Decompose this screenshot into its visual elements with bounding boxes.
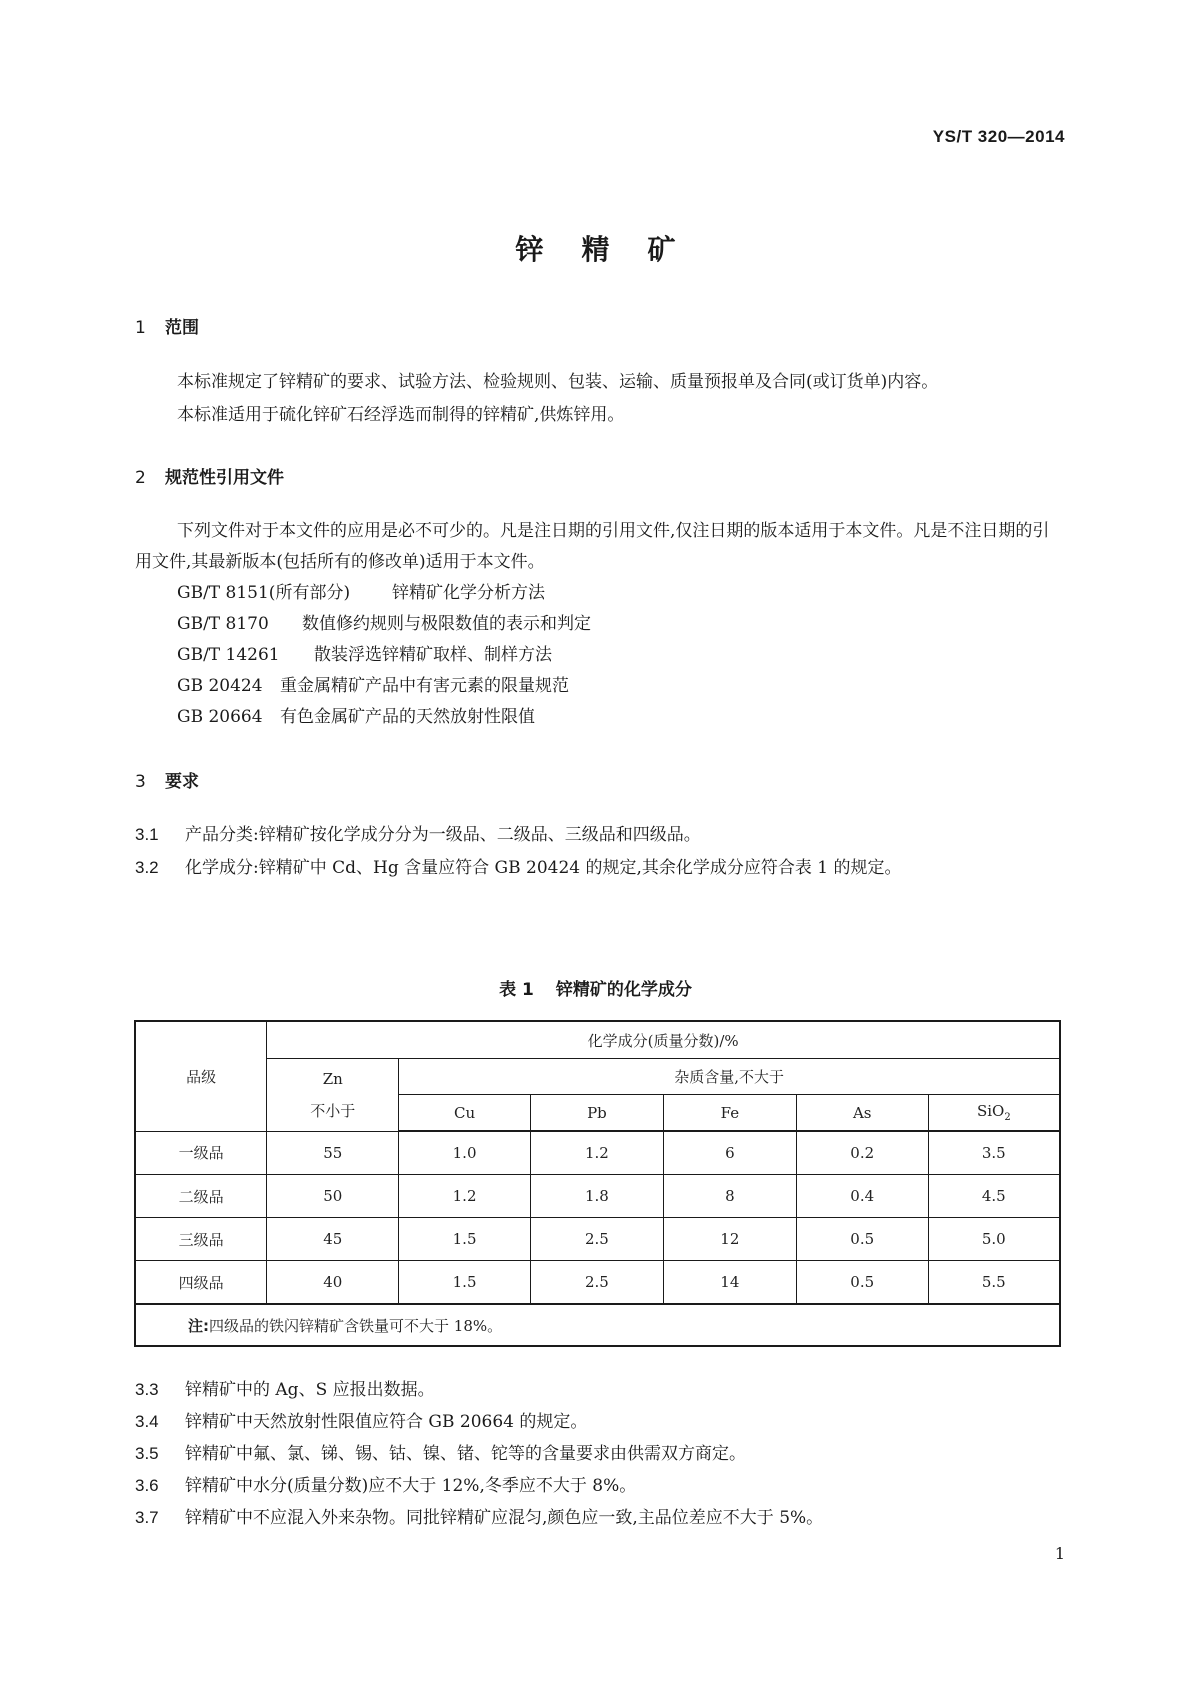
table-row: 三级品 45 1.5 2.5 12 0.5 5.0 [135,1218,1060,1261]
table-row: 四级品 40 1.5 2.5 14 0.5 5.5 [135,1261,1060,1305]
scope-paragraph: 本标准规定了锌精矿的要求、试验方法、检验规则、包装、运输、质量预报单及合同(或订货单)内容。 [177,372,939,392]
header-impurity: 杂质含量,不大于 [399,1059,1060,1095]
header-cu: Cu [399,1095,531,1132]
references-intro: 下列文件对于本文件的应用是必不可少的。凡是注日期的引用文件,仅注日期的版本适用于本文件。凡是不注日期的引用文件,其最新版本(包括所有的修改单)适用于本文件。 [135,521,1050,572]
scope-paragraphs [135,366,1061,432]
clause-3-1: 3.1 产品分类:锌精矿按化学成分分为一级品、二级品、三级品和四级品。 [135,825,701,845]
clause-3-4: 3.4 锌精矿中天然放射性限值应符合 GB 20664 的规定。 [135,1412,588,1432]
section-number: 1 [135,318,146,338]
header-grade: 品级 [135,1021,267,1131]
table-row: 一级品 55 1.0 1.2 6 0.2 3.5 [135,1131,1060,1175]
table-caption: 表 1 锌精矿的化学成分 [499,980,692,1000]
reference-item: GB/T 14261 散装浮选锌精矿取样、制样方法 [177,645,552,665]
clause-3-6: 3.6 锌精矿中水分(质量分数)应不大于 12%,冬季应不大于 8%。 [135,1476,637,1496]
header-fe: Fe [663,1095,796,1132]
section-heading-requirements [135,767,199,792]
section-number: 3 [135,772,146,792]
chemical-composition-table [134,1020,1061,1347]
references-block [135,516,1061,733]
standard-code: YS/T 320—2014 [932,127,1065,146]
section-heading-scope [135,313,199,338]
header-chemical-composition: 化学成分(质量分数)/% [267,1021,1060,1059]
table-row: 二级品 50 1.2 1.8 8 0.4 4.5 [135,1175,1060,1218]
document-title: 锌精矿 [515,233,714,266]
reference-item: GB 20424 重金属精矿产品中有害元素的限量规范 [177,676,569,696]
header-zn: Zn 不小于 [267,1059,399,1132]
table-note: 注:四级品的铁闪锌精矿含铁量可不大于 18%。 [135,1304,1060,1346]
reference-item: GB/T 8170 数值修约规则与极限数值的表示和判定 [177,614,591,634]
header-pb: Pb [530,1095,663,1132]
clause-3-3: 3.3 锌精矿中的 Ag、S 应报出数据。 [135,1380,435,1400]
section-title: 规范性引用文件 [165,468,284,488]
clause-3-7: 3.7 锌精矿中不应混入外来杂物。同批锌精矿应混匀,颜色应一致,主品位差应不大于 5%。 [135,1508,824,1528]
clause-3-5: 3.5 锌精矿中氟、氯、锑、锡、钴、镍、锗、铊等的含量要求由供需双方商定。 [135,1444,746,1464]
section-number: 2 [135,468,146,488]
section-title: 要求 [165,772,199,792]
scope-paragraph: 本标准适用于硫化锌矿石经浮选而制得的锌精矿,供炼锌用。 [177,405,625,425]
clause-3-2: 3.2 化学成分:锌精矿中 Cd、Hg 含量应符合 GB 20424 的规定,其余化学成分应符合表 1 的规定。 [135,858,902,878]
header-sio2: SiO$_2$ [928,1095,1060,1132]
section-title: 范围 [165,318,199,338]
header-as: As [796,1095,928,1132]
reference-item: GB/T 8151(所有部分) 锌精矿化学分析方法 [177,583,545,603]
reference-item: GB 20664 有色金属矿产品的天然放射性限值 [177,707,535,727]
section-heading-references [135,463,284,488]
page-number: 1 [1054,1544,1065,1563]
